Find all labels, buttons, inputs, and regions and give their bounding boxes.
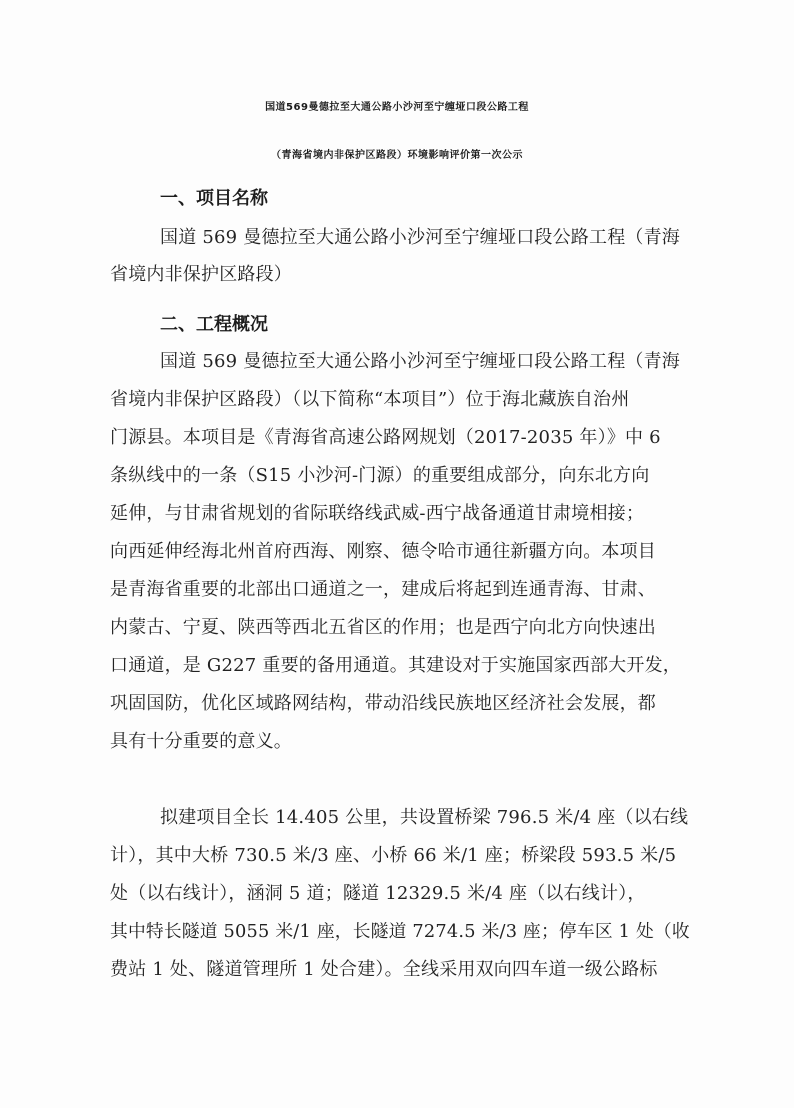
paragraph-1-line: 巩固国防，优化区域路网结构，带动沿线民族地区经济社会发展，都 — [110, 693, 656, 714]
paragraph-1-line: 省境内非保护区路段）（以下简称“本项目”）位于海北藏族自治州 — [110, 389, 630, 410]
document-title-line-2: （青海省境内非保护区路段）环境影响评价第一次公示 — [271, 150, 523, 161]
paragraph-1-line: 条纵线中的一条（S15 小沙河-门源）的重要组成部分，向东北方向 — [110, 465, 650, 486]
paragraph-1-line: 是青海省重要的北部出口通道之一，建成后将起到连通青海、甘肃、 — [110, 579, 656, 600]
section-1-heading: 一、项目名称 — [160, 188, 268, 209]
paragraph-2-line: 计），其中大桥 730.5 米/3 座、小桥 66 米/1 座；桥梁段 593.5 米/5 — [110, 845, 677, 866]
paragraph-1-line: 内蒙古、宁夏、陕西等西北五省区的作用；也是西宁向北方向快速出 — [110, 617, 656, 638]
section-1-text-line: 省境内非保护区路段） — [110, 264, 292, 285]
paragraph-2-line: 其中特长隧道 5055 米/1 座，长隧道 7274.5 米/3 座；停车区 1 处（收 — [110, 922, 690, 942]
paragraph-2-line: 拟建项目全长 14.405 公里，共设置桥梁 796.5 米/4 座（以右线 — [160, 807, 689, 828]
paragraph-1-line: 国道 569 曼德拉至大通公路小沙河至宁缠垭口段公路工程（青海 — [160, 351, 680, 372]
paragraph-1-line: 门源县。本项目是《青海省高速公路网规划（2017-2035 年）》中 6 — [110, 427, 661, 448]
paragraph-2-line: 处（以右线计），涵洞 5 道；隧道 12329.5 米/4 座（以右线计）， — [110, 883, 646, 904]
section-2-heading: 二、工程概况 — [160, 314, 268, 335]
paragraph-1-line: 口通道，是 G227 重要的备用通道。其建设对于实施国家西部大开发， — [110, 655, 681, 676]
paragraph-2-line: 费站 1 处、隧道管理所 1 处合建）。全线采用双向四车道一级公路标 — [110, 959, 658, 980]
paragraph-1-line: 向西延伸经海北州首府西海、刚察、德令哈市通往新疆方向。本项目 — [110, 541, 656, 562]
section-1-text-line: 国道 569 曼德拉至大通公路小沙河至宁缠垭口段公路工程（青海 — [160, 227, 680, 248]
document-title-line-1: 国道569曼德拉至大通公路小沙河至宁缠垭口段公路工程 — [265, 102, 529, 113]
paragraph-1-line: 延伸，与甘肃省规划的省际联络线武威-西宁战备通道甘肃境相接； — [110, 503, 645, 524]
paragraph-1-line: 具有十分重要的意义。 — [110, 731, 292, 752]
